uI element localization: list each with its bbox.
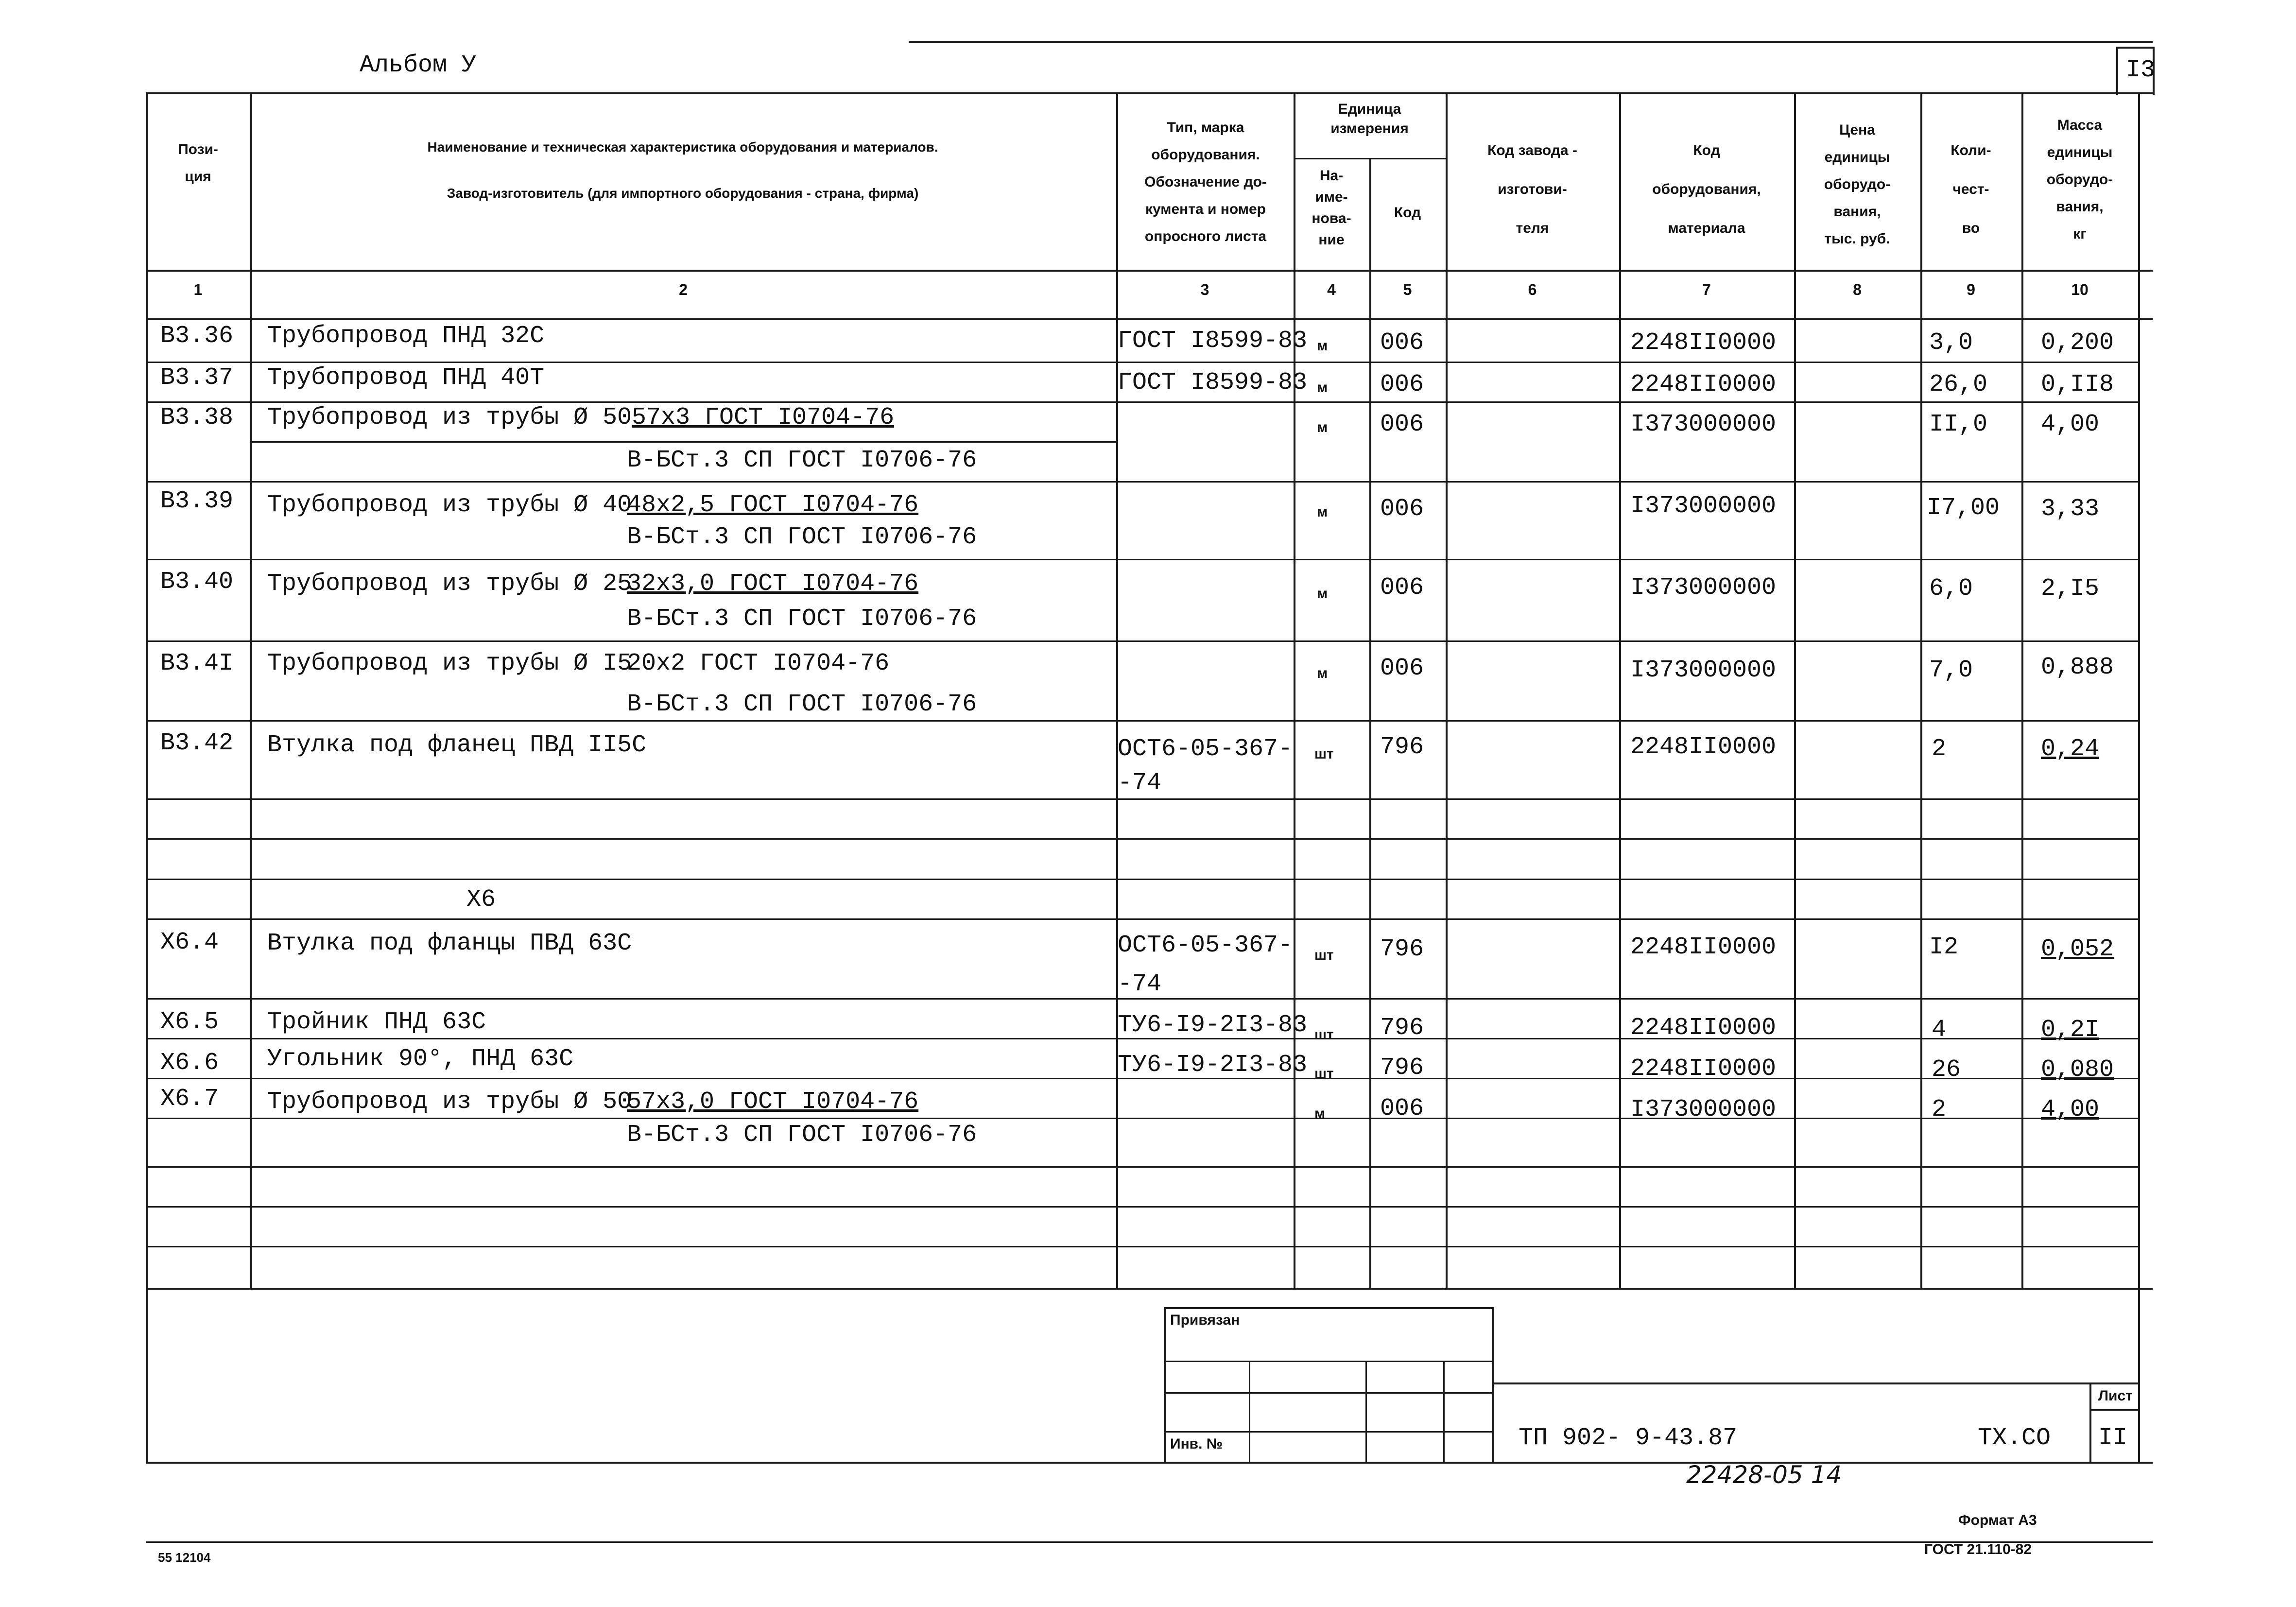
row-material-code: 2248II0000 — [1630, 1055, 1777, 1083]
row-position: В3.37 — [160, 364, 234, 392]
row-material-code: I373000000 — [1630, 411, 1777, 438]
row-position: Х6.7 — [160, 1085, 219, 1113]
col-number: 10 — [2071, 281, 2089, 298]
row-position: В3.42 — [160, 729, 234, 757]
row-name: Трубопровод из трубы Ø 50 — [267, 1088, 632, 1116]
row-quantity: 26 — [1932, 1056, 1961, 1084]
row-doc: ОСТ6-05-367- — [1118, 932, 1293, 959]
row-unit-code: 006 — [1380, 329, 1424, 357]
row-name: Втулка под фланцы ПВД 63С — [267, 930, 632, 957]
row-position: В3.39 — [160, 487, 234, 515]
row-spec-2: В-БСт.3 СП ГОСТ I0706-76 — [627, 605, 977, 633]
row-doc: ТУ6-I9-2I3-83 — [1118, 1051, 1308, 1079]
col-number: 1 — [193, 281, 203, 298]
row-mass: 3,33 — [2041, 495, 2100, 523]
row-position: В3.36 — [160, 322, 234, 350]
row-spec-2: В-БСт.3 СП ГОСТ I0706-76 — [627, 447, 977, 474]
row-quantity: 7,0 — [1929, 657, 1973, 684]
row-unit: шт — [1314, 1066, 1334, 1082]
row-unit: м — [1317, 419, 1328, 435]
header-unit-name: На- име- нова- ние — [1312, 168, 1351, 248]
row-name: Трубопровод ПНД 32С — [267, 322, 545, 350]
sheet-number: II — [2098, 1424, 2128, 1452]
page-number: I3 — [2126, 56, 2156, 84]
table-top-border — [146, 92, 2153, 94]
row-mass: 0,24 — [2041, 735, 2100, 763]
row-name: Трубопровод из трубы Ø 50 — [267, 404, 632, 432]
row-spec-2: В-БСт.3 СП ГОСТ I0706-76 — [627, 1121, 977, 1149]
row-quantity: I7,00 — [1927, 494, 2000, 522]
album-label: Альбом У — [360, 52, 477, 79]
row-unit-code: 006 — [1380, 411, 1424, 438]
col-number: 3 — [1200, 281, 1209, 298]
row-quantity: 4 — [1932, 1016, 1947, 1044]
row-unit-code: 006 — [1380, 1095, 1424, 1123]
row-quantity: 3,0 — [1929, 329, 1973, 357]
row-quantity: 26,0 — [1929, 371, 1988, 398]
header-plant-code: Код завода - изготови- теля — [1487, 142, 1577, 236]
row-doc: ОСТ6-05-367- — [1118, 735, 1293, 763]
row-material-code: 2248II0000 — [1630, 1014, 1777, 1042]
col-number: 5 — [1403, 281, 1412, 298]
row-spec: 48х2,5 ГОСТ I0704-76 — [627, 491, 919, 519]
row-quantity: 6,0 — [1929, 575, 1973, 603]
row-mass: 4,00 — [2041, 1096, 2100, 1123]
row-position: В3.4I — [160, 650, 234, 677]
header-name-line1: Наименование и техническая характеристика оборудования и материалов. — [427, 139, 938, 155]
row-quantity: 2 — [1932, 1096, 1947, 1123]
row-quantity: II,0 — [1929, 411, 1988, 438]
row-mass: 2,I5 — [2041, 575, 2100, 603]
row-doc-2: -74 — [1118, 970, 1162, 998]
row-unit-code: 796 — [1380, 733, 1424, 761]
header-type: Тип, марка оборудования. Обозначение до- кумента и номер опросного листа — [1144, 120, 1267, 244]
col-number: 2 — [679, 281, 688, 298]
row-unit-code: 796 — [1380, 1014, 1424, 1042]
row-name: Трубопровод из трубы Ø 25 — [267, 570, 632, 598]
row-spec: 32х3,0 ГОСТ I0704-76 — [627, 570, 919, 598]
row-unit: м — [1314, 1106, 1326, 1122]
row-unit-code: 006 — [1380, 574, 1424, 602]
row-material-code: 2248II0000 — [1630, 329, 1777, 357]
row-spec-2: В-БСт.3 СП ГОСТ I0706-76 — [627, 691, 977, 718]
row-material-code: I373000000 — [1630, 574, 1777, 602]
col-number: 8 — [1853, 281, 1862, 298]
row-name: Угольник 90°, ПНД 63С — [267, 1045, 574, 1073]
row-unit: м — [1317, 504, 1328, 520]
row-material-code: I373000000 — [1630, 492, 1777, 520]
row-position: В3.40 — [160, 568, 234, 596]
row-unit-code: 006 — [1380, 655, 1424, 682]
row-mass: 0,II8 — [2041, 371, 2114, 398]
row-mass: 0,888 — [2041, 654, 2114, 681]
stamp-inv-label: Инв. № — [1170, 1436, 1223, 1452]
row-position: Х6.4 — [160, 929, 219, 956]
row-doc-2: -74 — [1118, 769, 1162, 797]
row-doc: ГОСТ I8599-83 — [1118, 327, 1308, 355]
col-number: 7 — [1702, 281, 1711, 298]
row-material-code: I373000000 — [1630, 657, 1777, 684]
row-spec: 57х3,0 ГОСТ I0704-76 — [627, 1088, 919, 1116]
row-name: Тройник ПНД 63С — [267, 1008, 486, 1036]
sheet-label: Лист — [2098, 1388, 2133, 1404]
format-label: Формат А3 — [1958, 1512, 2037, 1528]
row-mass: 0,200 — [2041, 329, 2114, 357]
row-material-code: 2248II0000 — [1630, 371, 1777, 398]
row-unit: шт — [1314, 1027, 1334, 1043]
col-number: 6 — [1528, 281, 1537, 298]
header-price: Цена единицы оборудо- вания, тыс. руб. — [1824, 122, 1891, 247]
row-unit-code: 796 — [1380, 935, 1424, 963]
row-unit: м — [1317, 586, 1328, 602]
header-equip-code: Код оборудования, материала — [1652, 142, 1761, 236]
row-unit: шт — [1314, 746, 1334, 762]
header-unit: Единица измерения — [1330, 101, 1409, 137]
row-unit-code: 006 — [1380, 495, 1424, 523]
row-doc: ТУ6-I9-2I3-83 — [1118, 1011, 1308, 1039]
handwritten-number: 22428-05 14 — [1686, 1461, 1842, 1489]
row-spec-2: В-БСт.3 СП ГОСТ I0706-76 — [627, 523, 977, 551]
row-material-code: I373000000 — [1630, 1096, 1777, 1123]
row-name: Трубопровод ПНД 40Т — [267, 364, 545, 392]
row-position: В3.38 — [160, 404, 234, 432]
row-mass: 0,052 — [2041, 935, 2114, 963]
row-spec: 20х2 ГОСТ I0704-76 — [627, 650, 890, 677]
document-mark: ТХ.СО — [1978, 1424, 2051, 1452]
header-position: Пози- ция — [178, 141, 218, 185]
row-quantity: 2 — [1932, 735, 1947, 763]
header-mass: Масса единицы оборудо- вания, кг — [2046, 117, 2113, 242]
stamp-bound-label: Привязан — [1170, 1312, 1240, 1328]
row-unit: м — [1317, 338, 1328, 354]
standard-label: ГОСТ 21.110-82 — [1924, 1541, 2032, 1557]
row-unit: м — [1317, 665, 1328, 681]
header-qty: Коли- чест- во — [1951, 142, 1991, 236]
row-material-code: 2248II0000 — [1630, 733, 1777, 761]
row-unit: м — [1317, 380, 1328, 396]
frame-bottom-border — [146, 1462, 2153, 1464]
row-spec: 57х3 ГОСТ I0704-76 — [632, 404, 895, 432]
left-code: 55 12104 — [158, 1550, 211, 1565]
row-name: Втулка под фланец ПВД II5С — [267, 731, 647, 759]
row-unit: шт — [1314, 947, 1334, 963]
section-title: Х6 — [466, 886, 496, 914]
document-code: ТП 902- 9-43.87 — [1519, 1424, 1738, 1452]
row-position: Х6.6 — [160, 1049, 219, 1077]
row-mass: 0,2I — [2041, 1016, 2100, 1044]
row-unit-code: 796 — [1380, 1054, 1424, 1082]
header-unit-code: Код — [1394, 205, 1421, 221]
row-position: Х6.5 — [160, 1008, 219, 1036]
row-quantity: I2 — [1929, 933, 1959, 961]
row-doc: ГОСТ I8599-83 — [1118, 369, 1308, 397]
row-material-code: 2248II0000 — [1630, 933, 1777, 961]
row-name: Трубопровод из трубы Ø 40 — [267, 491, 632, 519]
header-name-line2: Завод-изготовитель (для импортного оборудования - страна, фирма) — [447, 186, 919, 201]
col-number: 4 — [1327, 281, 1336, 298]
row-name: Трубопровод из трубы Ø I5 — [267, 650, 632, 677]
row-unit-code: 006 — [1380, 371, 1424, 398]
row-mass: 4,00 — [2041, 411, 2100, 438]
table-bottom-border — [146, 1288, 2153, 1290]
col-number: 9 — [1967, 281, 1975, 298]
row-mass: 0,080 — [2041, 1056, 2114, 1084]
